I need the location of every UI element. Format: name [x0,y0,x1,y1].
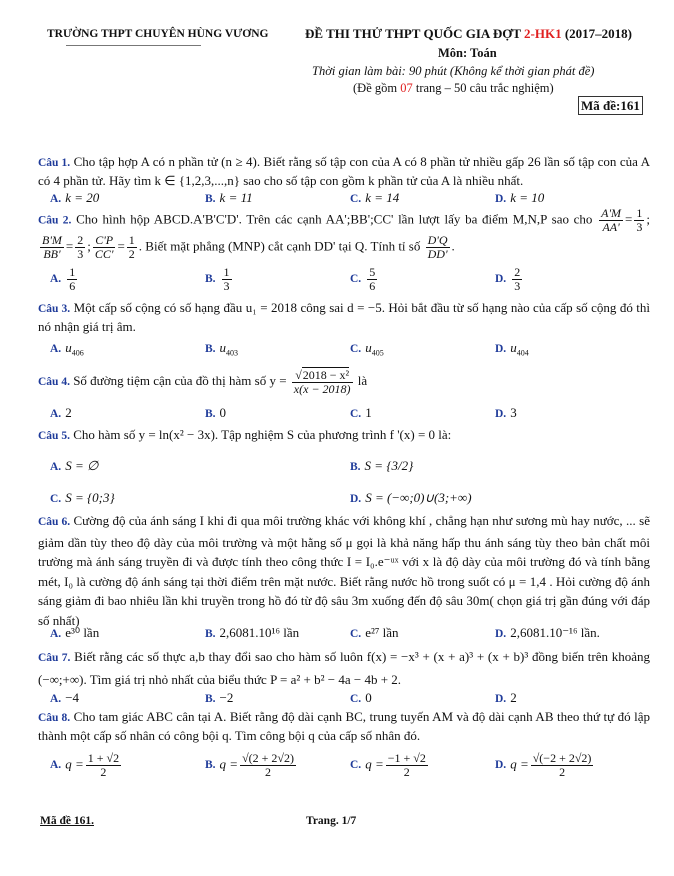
time-limit: Thời gian làm bài: 90 phút (Không kể thời gian phát đề) [312,64,595,78]
option-letter: B. [205,408,216,420]
options-8 [50,752,650,784]
option-letter: B. [205,628,216,640]
option-subscript: 405 [371,348,384,358]
question-label: Câu 1. [38,157,71,169]
denominator: AA' [602,220,620,234]
option-d[interactable] [495,752,595,779]
question-4 [38,366,650,397]
question-label: Câu 6. [38,516,71,528]
question-5 [38,426,650,445]
option-prefix: q = [510,756,529,772]
option-letter: D. [495,273,507,286]
denominator: 2 [559,765,566,779]
option-c[interactable] [350,752,430,779]
denominator: CC' [94,247,114,261]
option-a[interactable] [50,266,79,293]
option-letter: C. [350,273,362,286]
numerator: B'M [42,233,62,247]
options-2 [50,266,650,296]
fraction [599,207,623,234]
option-b[interactable] [205,752,298,779]
subject: Môn: Toán [438,46,497,60]
denominator: 6 [369,279,376,293]
question-text: Biết rằng các số thực a,b thay đổi sao cho hàm số luôn f(x) = −x³ + (x + a)³ + (x + b)³ đồng biến trên khoảng (−∞;+∞). Tìm giá trị nhỏ nhất của biểu thức P = a² + b² − 4a − 4b + 2. [38,649,651,687]
numerator: −1 + √2 [387,751,426,765]
question-label: Câu 8. [38,712,71,724]
title-highlight: 2-HK1 [524,26,562,41]
fraction [386,752,428,779]
denominator: DD' [427,247,448,261]
option-b[interactable] [205,405,226,421]
option-text: u [219,340,227,355]
option-letter: C. [350,193,362,205]
question-label: Câu 3. [38,303,71,315]
numerator: √(−2 + 2√2) [532,751,592,765]
option-c[interactable] [350,266,379,293]
options-4 [50,405,650,423]
option-letter: A. [50,408,62,420]
option-b[interactable] [205,266,234,293]
option-b[interactable] [205,625,299,641]
fraction [531,752,594,779]
numerator: √2018 − x² [292,369,353,383]
denominator: 3 [223,279,230,293]
option-letter: A. [50,461,62,473]
option-prefix: q = [65,756,84,772]
question-text: Một cấp số cộng có số hạng đầu u₁ = 2018 công sai d = −5. Hỏi bắt đầu từ số hạng nào của cấp số cộng đó thì nó nhận giá trị âm. [38,300,650,334]
option-text: 3 [510,405,517,420]
option-c[interactable] [350,625,399,641]
numerator: 1 [636,206,643,220]
option-text: u [65,340,72,355]
school-name: TRƯỜNG THPT CHUYÊN HÙNG VƯƠNG [47,28,269,40]
question-6 [38,511,650,630]
denominator: 2 [100,765,107,779]
option-d[interactable] [495,190,544,206]
option-d[interactable] [350,490,472,506]
option-a[interactable] [50,458,98,474]
numerator: 2 [77,233,84,247]
fraction [240,752,296,779]
option-a[interactable] [50,340,84,358]
option-letter: C. [350,693,362,705]
question-3 [38,299,650,336]
fraction [93,234,116,261]
numerator: C'P [93,234,116,248]
denominator: 3 [636,220,643,234]
option-letter: D. [495,408,507,420]
question-7 [38,646,650,690]
denominator: 6 [69,279,76,293]
option-text: 2,6081.10⁻¹⁶ lần. [510,625,600,640]
option-c[interactable] [350,190,399,206]
option-text: u [365,340,372,355]
option-text: S = {0;3} [65,490,115,505]
fraction [512,266,522,293]
question-label: Câu 4. [38,376,70,388]
question-label: Câu 7. [38,652,71,664]
option-b[interactable] [205,340,238,358]
page-count [353,81,554,96]
options-3 [50,340,650,358]
option-d[interactable] [495,625,600,641]
option-text: e²⁷ lần [365,625,399,640]
denominator: 2 [403,765,410,779]
radicand: 2018 − x² [302,367,350,382]
question-1 [38,153,650,190]
option-letter: A. [50,343,62,355]
exam-code-box: Mã đề:161 [578,96,643,115]
option-letter: C. [350,759,362,772]
option-b[interactable] [205,190,253,206]
option-letter: A. [50,628,62,640]
option-text: 0 [365,690,372,705]
denominator: 3 [514,279,521,293]
fraction [75,234,85,261]
option-text: 2,6081.10¹⁶ lần [219,625,300,640]
question-text: Cho tập hợp A có n phần tử (n ≥ 4). Biết rằng số tập con của A có 8 phần tử nhiều gấp 26 lần số tập con của A có 4 phần tử. Hãy tìm k ∈ {1,2,3,...,n} sao cho số tập con gồm k phần tử của A là nhiều nhất. [38,154,651,188]
option-a[interactable] [50,625,99,641]
options-6 [50,625,650,643]
option-letter: B. [205,759,216,772]
options-5-row2 [50,490,650,508]
denominator: 2 [128,247,135,261]
option-prefix: q = [365,756,384,772]
numerator: √(2 + 2√2) [242,751,295,765]
numerator: 5 [369,265,376,279]
denominator: BB' [43,247,61,261]
pages-prefix: (Đề gồm [353,81,401,95]
option-prefix: q = [219,756,239,772]
numerator: D'Q [427,233,448,247]
option-letter: B. [350,461,361,473]
option-c[interactable] [350,340,384,358]
option-letter: D. [495,343,507,355]
fraction [67,266,77,293]
title-suffix: (2017–2018) [561,26,632,41]
fraction [426,234,450,261]
option-letter: B. [205,273,216,286]
option-c[interactable] [350,405,372,421]
question-text: Số đường tiệm cận của đồ thị hàm số y = [73,373,287,388]
option-letter: A. [50,193,62,205]
denominator: x(x − 2018) [293,381,351,396]
option-letter: D. [495,193,507,205]
question-text-a: Cho hình hộp ABCD.A'B'C'D'. Trên các cạnh AA';BB';CC' lần lượt lấy ba điểm M,N,P sao cho [76,211,593,227]
fraction [367,266,377,293]
fraction [40,234,64,261]
option-letter: D. [350,493,362,505]
question-tail: là [357,373,368,388]
option-letter: B. [205,343,216,355]
pages-suffix: trang – 50 câu trắc nghiệm) [412,81,554,95]
options-5-row1 [50,458,650,476]
option-letter: D. [495,693,507,705]
option-c[interactable] [350,690,372,706]
fraction [127,234,137,261]
option-d[interactable] [495,340,529,358]
question-text: Cho tam giác ABC cân tại A. Biết rằng độ dài cạnh BC, trung tuyến AM và độ dài cạnh AB theo thứ tự đó lập thành một cấp số nhân có công bội q. Tìm công bội q của cấp số nhân đó. [38,709,650,743]
option-d[interactable] [495,690,517,706]
option-a[interactable] [50,190,99,206]
option-text: S = ∅ [65,458,99,473]
option-text: 0 [219,405,227,420]
question-text-b: . Biết mặt phẳng (MNP) cắt cạnh DD' tại Q. Tính tỉ số [138,238,421,254]
option-text: 2 [65,405,72,420]
denominator: 2 [265,765,272,779]
question-8 [38,708,650,745]
option-b[interactable] [350,458,413,474]
option-letter: C. [50,493,62,505]
footer-page-number: Trang. 1/7 [306,815,357,827]
school-underline [66,45,201,46]
question-label: Câu 2. [38,214,72,227]
option-subscript: 404 [516,348,529,358]
options-1 [50,190,650,208]
fraction [634,207,644,234]
fraction [86,752,121,779]
numerator: 1 + √2 [87,751,120,765]
option-text: u [510,340,517,355]
option-text: k = 20 [65,190,100,205]
option-c[interactable] [50,490,115,506]
option-text: −2 [219,690,234,705]
option-letter: C. [350,628,362,640]
option-text: S = (−∞;0)∪(3;+∞) [365,490,472,505]
option-letter: B. [205,693,216,705]
option-subscript: 406 [71,348,84,358]
option-subscript: 403 [226,348,239,358]
option-text: 2 [510,690,517,705]
question-text: Cường độ của ánh sáng I khi đi qua môi trường khác với không khí , chẳng hạn như sương mù hay nước, ... sẽ giảm dần tùy theo độ dày của môi trường và một hằng số μ gọi là khả năng hấp thu ánh sáng tùy theo bản chất môi trường mà ánh sáng truyền đi và được tính theo công thức I = I₀.e⁻ᵘˣ với x là độ dày của môi trường đó và tính bằng mét, I₀ là cường độ ánh sáng tại thời điểm trên mặt nước. Biết rằng nước hồ trong suốt có μ = 1,4 . Hỏi cường độ ánh sáng giảm đi bao nhiêu lần khi truyền trong hồ đó từ độ sâu 3m xuống đến độ sâu 30m( chọn giá trị gần đúng với đáp số nhất) [38,513,651,628]
footer-exam-code: Mã đề 161. [40,815,94,827]
numerator: 1 [69,265,76,279]
title-prefix: ĐỀ THI THỬ THPT QUỐC GIA ĐỢT [305,26,525,41]
pages-highlight: 07 [400,81,413,95]
option-letter: C. [350,343,362,355]
option-d[interactable] [495,405,517,421]
option-letter: A. [50,273,62,286]
option-a[interactable] [50,752,123,779]
option-text: −4 [65,690,80,705]
exam-title [305,26,632,42]
option-d[interactable] [495,266,524,293]
option-letter: A. [50,759,62,772]
option-text: k = 10 [510,190,545,205]
options-7 [50,690,650,708]
option-letter: A. [50,693,62,705]
option-text: 1 [365,405,372,420]
option-text: e³⁰ lần [65,625,100,640]
numerator: 1 [128,233,135,247]
numerator: 2 [514,265,521,279]
question-text: Cho hàm số y = ln(x² − 3x). Tập nghiệm S của phương trình f '(x) = 0 là: [73,427,452,442]
fraction [222,266,232,293]
option-text: k = 14 [365,190,400,205]
question-2: Câu 2. Cho hình hộp ABCD.A'B'C'D'. Trên các cạnh AA';BB';CC' lần lượt lấy ba điểm M,N,P sao cho $\frac{A'M}{AA'}$ = $\frac{1}{3}$ ; $\frac{B'M}{BB'}$ = $\frac{2}{3}$ ; $\frac{C'P}{CC'}$ = $\frac{1}{2}$ . Biết mặt phẳng (MNP) cắt cạnh DD' tại Q. Tính tỉ số $\frac{D'Q}{DD'}$ . [38,206,651,261]
option-letter: C. [350,408,362,420]
numerator: 1 [223,265,230,279]
option-letter: D. [495,628,507,640]
option-a[interactable] [50,405,72,421]
option-letter: D. [495,759,507,772]
numerator: A'M [601,206,622,220]
option-text: k = 11 [219,190,253,205]
option-b[interactable] [205,690,233,706]
option-a[interactable] [50,690,79,706]
fraction [292,369,353,396]
denominator: 3 [77,247,84,261]
option-text: S = {3/2} [364,458,414,473]
question-label: Câu 5. [38,430,70,442]
option-letter: B. [205,193,216,205]
